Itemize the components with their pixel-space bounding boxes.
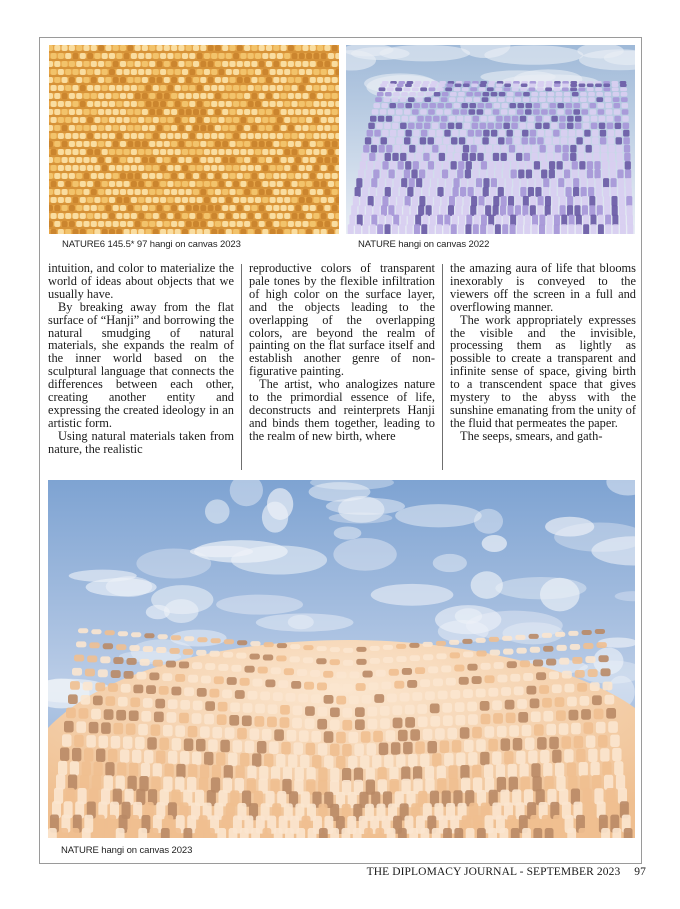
paragraph: the amazing aura of life that blooms inexorably is conveyed to the viewers off the screen in a full and overflowing manner. bbox=[450, 262, 636, 314]
page-number: 97 bbox=[634, 866, 646, 878]
paragraph: Using natural materials taken from nature, the realistic bbox=[48, 428, 234, 456]
paragraph: reproductive colors of transparent pale tones by the flexible infiltration of high color on the surface layer, and the objects leading to the overlapping of the overlapping colors, are beyond the realm of painting on the flat surface itself and establish another genre of non-figurative painting. bbox=[249, 262, 435, 379]
paragraph: The work appropriately expresses the visible and the invisible, processing them as lightly as possible to create a transparent and infinite sense of space, giving birth to a transcendent space that gives mystery to the abyss with the sunshine emanating from the unity of the fluid that permeates the paper. bbox=[450, 312, 636, 430]
paragraph: intuition, and color to materialize the world of ideas about objects that we usually have. bbox=[48, 262, 234, 301]
journal-title: THE DIPLOMACY JOURNAL - SEPTEMBER 2023 bbox=[366, 866, 621, 878]
nature-2022-caption: NATURE hangi on canvas 2022 bbox=[358, 239, 490, 250]
paragraph: The artist, who analogizes nature to the primordial essence of life, deconstructs and reinterprets Hanji and binds them together, leading to the realm of new birth, where bbox=[249, 377, 435, 443]
nature-2023-photo bbox=[48, 480, 635, 838]
nature-2022-photo bbox=[346, 45, 635, 234]
paragraph: By breaking away from the flat surface of “Hanji” and borrowing the natural smudging of natural materials, she expands the realm of the inner world based on the sculptural language that connects the differences between each other, creating another entity and expressing the created ideology in an artistic form. bbox=[48, 299, 234, 430]
nature6-artwork bbox=[49, 45, 339, 234]
page-footer bbox=[367, 866, 646, 878]
column-divider bbox=[442, 264, 443, 470]
text-column-3 bbox=[450, 262, 636, 476]
column-divider bbox=[241, 264, 242, 470]
nature6-photo bbox=[49, 45, 339, 234]
text-column-1 bbox=[48, 262, 234, 476]
paragraph: The seeps, smears, and gath- bbox=[460, 428, 603, 443]
nature-2023-caption: NATURE hangi on canvas 2023 bbox=[61, 845, 193, 856]
text-column-2 bbox=[249, 262, 435, 476]
nature-2023-artwork bbox=[48, 480, 635, 838]
nature-2022-artwork bbox=[346, 45, 635, 234]
nature6-caption: NATURE6 145.5* 97 hangi on canvas 2023 bbox=[62, 239, 241, 250]
